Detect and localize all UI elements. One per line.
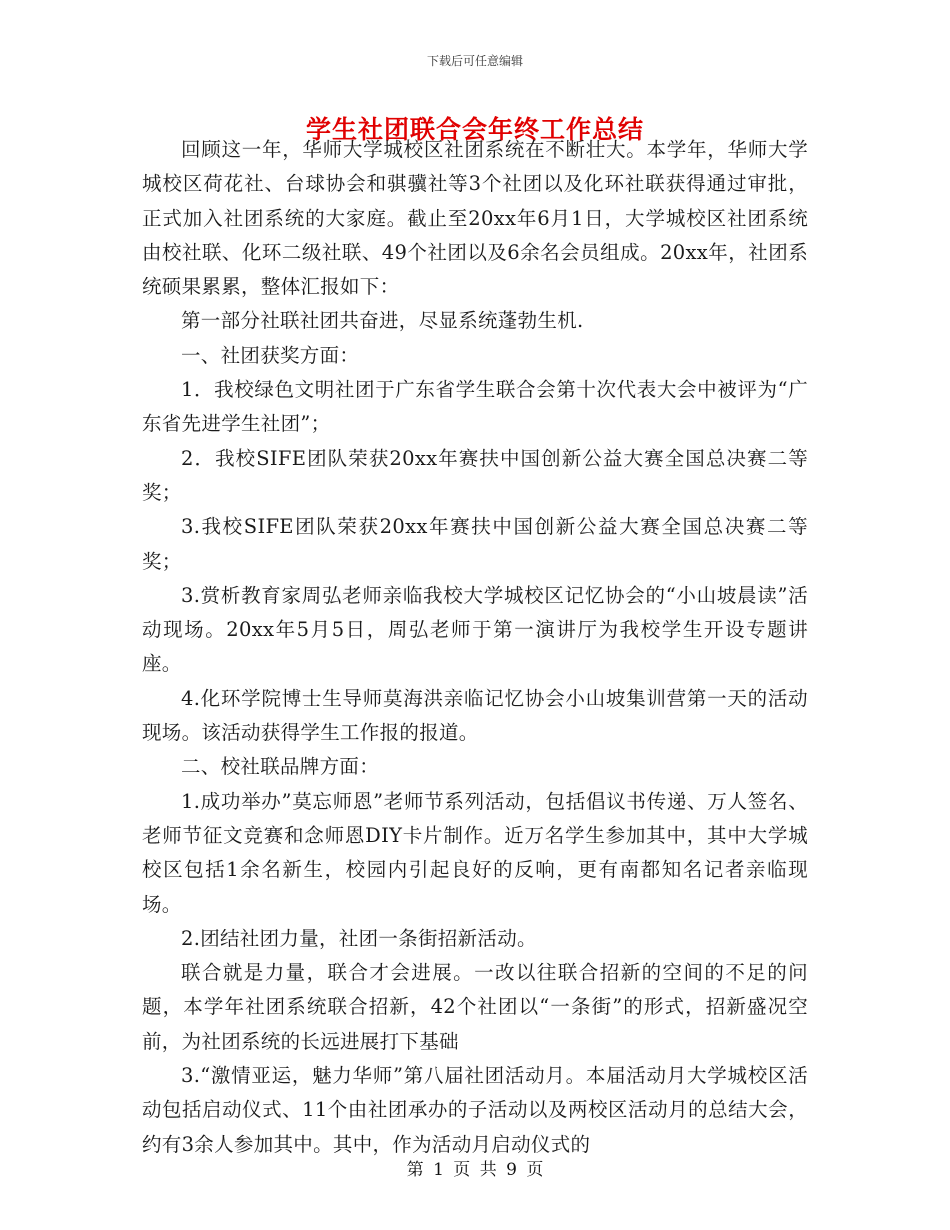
page-footer: 第 1 页 共 9 页 [406, 1160, 544, 1180]
paragraph-intro: 回顾这一年，华师大学城校区社团系统在不断壮大。本学年，华师大学城校区荷花社、台球协会和骐骥社等3个社团以及化环社联获得通过审批，正式加入社团系统的大家庭。截止至20xx年6月1日，大学城校区社团系统由校社联、化环二级社联、49个社团以及6余名会员组成。20xx年，社团系统硕果累累，整体汇报如下： [142, 138, 808, 299]
paragraph-award-4: 4.化环学院博士生导师莫海洪亲临记忆协会小山坡集训营第一天的活动现场。该活动获得学生工作报的报道。 [142, 686, 808, 745]
paragraph-brand-1: 1.成功举办”莫忘师恩”老师节系列活动，包括倡议书传递、万人签名、老师节征文竞赛和念师恩DIY卡片制作。近万名学生参加其中，其中大学城校区包括1余名新生，校园内引起良好的反响，更有南都知名记者亲临现场。 [142, 789, 808, 916]
paragraph-award-2: 2．我校SIFE团队荣获20xx年赛扶中国创新公益大赛全国总决赛二等奖； [142, 446, 808, 504]
paragraph-brand-3: 3.“激情亚运，魅力华师”第八届社团活动月。本届活动月大学城校区活动包括启动仪式、11个由社团承办的子活动以及两校区活动月的总结大会，约有3余人参加其中。其中，作为活动月启动仪式的 [142, 1064, 808, 1156]
section-heading-awards: 一、社团获奖方面： [181, 343, 360, 367]
paragraph-award-3a: 3.我校SIFE团队荣获20xx年赛扶中国创新公益大赛全国总决赛二等奖； [142, 515, 808, 573]
document-title: 学生社团联合会年终工作总结 [305, 115, 644, 144]
document-body [142, 133, 808, 1162]
paragraph-brand-2: 2.团结社团力量，社团一条街招新活动。 [181, 926, 537, 950]
paragraph-brand-2-detail: 联合就是力量，联合才会进展。一改以往联合招新的空间的不足的问题，本学年社团系统联合招新，42个社团以“一条街”的形式，招新盛况空前，为社团系统的长远进展打下基础 [142, 961, 808, 1053]
paragraph-part-one-heading: 第一部分社联社团共奋进，尽显系统蓬勃生机. [181, 309, 584, 333]
paragraph-award-3b: 3.赏析教育家周弘老师亲临我校大学城校区记忆协会的“小山坡晨读”活动现场。20xx年5月5日，周弘老师于第一演讲厅为我校学生开设专题讲座。 [142, 583, 808, 676]
header-note: 下载后可任意编辑 [426, 54, 523, 68]
section-heading-brand: 二、校社联品牌方面： [181, 755, 380, 779]
paragraph-award-1: 1．我校绿色文明社团于广东省学生联合会第十次代表大会中被评为“广东省先进学生社团”； [142, 378, 808, 436]
